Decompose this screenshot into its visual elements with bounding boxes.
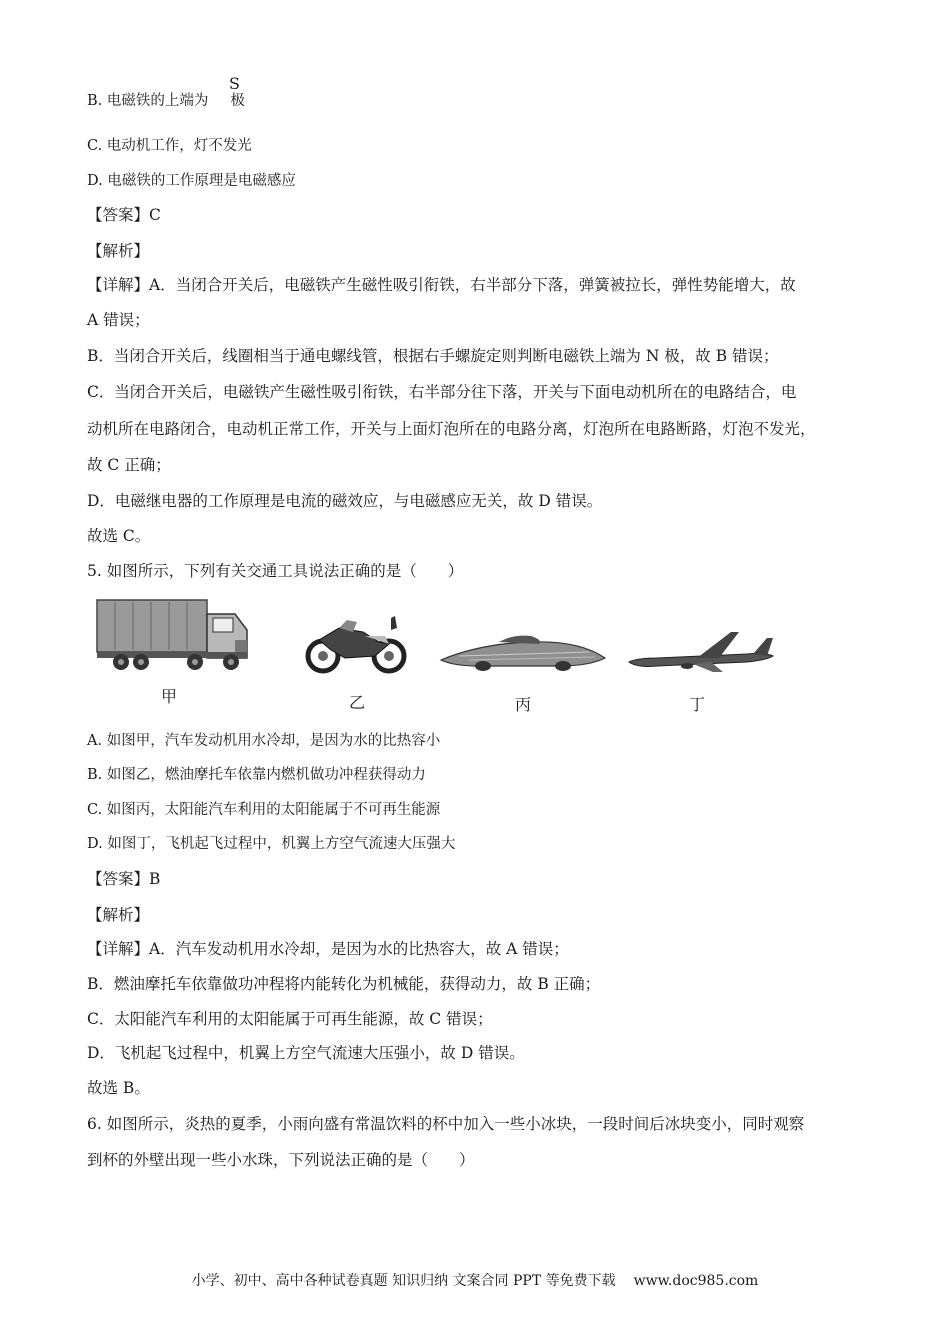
page-footer bbox=[0, 1270, 950, 1290]
q4-answer bbox=[87, 205, 161, 225]
q4-option-c: C. 电动机工作，灯不发光 bbox=[87, 138, 252, 154]
q5-option-a: A. 如图甲，汽车发动机用水冷却，是因为水的比热容小 bbox=[87, 733, 441, 749]
motorcycle-figure bbox=[305, 614, 409, 676]
footer-url[interactable]: www.doc985.com bbox=[633, 1273, 759, 1289]
q4-option-d: D. 电磁铁的工作原理是电磁感应 bbox=[87, 173, 296, 189]
q5-detail-line4: D．飞机起飞过程中，机翼上方空气流速大压强小，故 D 错误。 bbox=[87, 1044, 525, 1062]
q4-detail-line1: 【详解】A．当闭合开关后，电磁铁产生磁性吸引衔铁，右半部分下落，弹簧被拉长，弹性势能增大，故 bbox=[87, 276, 796, 294]
q4-detail-line3: B．当闭合开关后，线圈相当于通电螺线管，根据右手螺旋定则判断电磁铁上端为 N 极，故 B 错误； bbox=[87, 347, 779, 365]
q4-answer-value: C bbox=[149, 206, 161, 224]
truck-figure bbox=[95, 596, 253, 674]
caption-ding: 丁 bbox=[689, 695, 706, 714]
caption-jia: 甲 bbox=[161, 687, 178, 706]
q4-detail-line5: 动机所在电路闭合，电动机正常工作，开关与上面灯泡所在的电路分离，灯泡所在电路断路，灯泡不发光， bbox=[87, 420, 816, 438]
q4-option-b-prefix: B. 电磁铁的上端为 bbox=[87, 93, 209, 109]
q6-stem-line1: 6. 如图所示，炎热的夏季，小雨向盛有常温饮料的杯中加入一些小冰块，一段时间后冰块变小，同时观察 bbox=[87, 1115, 805, 1133]
q5-detail-line3: C．太阳能汽车利用的太阳能属于可再生能源，故 C 错误； bbox=[87, 1010, 493, 1028]
q4-option-b-suffix: 极 bbox=[230, 93, 245, 109]
q5-answer-value: B bbox=[149, 870, 161, 888]
q5-option-d: D. 如图丁，飞机起飞过程中，机翼上方空气流速大压强大 bbox=[87, 836, 456, 852]
footer-text: 小学、初中、高中各种试卷真题 知识归纳 文案合同 PPT 等免费下载 bbox=[191, 1273, 616, 1289]
q5-option-c: C. 如图丙，太阳能汽车利用的太阳能属于不可再生能源 bbox=[87, 802, 441, 818]
q5-stem: 5. 如图所示，下列有关交通工具说法正确的是（ ） bbox=[87, 562, 464, 580]
q4-detail-line6: 故 C 正确； bbox=[87, 456, 171, 474]
q4-option-b bbox=[87, 91, 245, 111]
q5-option-b: B. 如图乙，燃油摩托车依靠内燃机做功冲程获得动力 bbox=[87, 767, 426, 783]
caption-bing: 丙 bbox=[515, 695, 532, 714]
q4-detail-line7: D．电磁继电器的工作原理是电流的磁效应，与电磁感应无关，故 D 错误。 bbox=[87, 492, 603, 510]
q4-detail-line2: A 错误； bbox=[87, 311, 150, 329]
solar-car-figure bbox=[439, 632, 607, 674]
q4-option-b-super: S bbox=[229, 74, 240, 93]
q5-conclusion: 故选 B。 bbox=[87, 1079, 150, 1097]
q5-answer bbox=[87, 869, 160, 889]
q4-answer-label: 【答案】 bbox=[87, 206, 150, 224]
q5-detail-line1: 【详解】A．汽车发动机用水冷却，是因为水的比热容大，故 A 错误； bbox=[87, 940, 569, 958]
q4-analysis-label: 【解析】 bbox=[87, 242, 150, 260]
q5-figures bbox=[95, 596, 775, 720]
q4-detail-line4: C．当闭合开关后，电磁铁产生磁性吸引衔铁，右半部分往下落，开关与下面电动机所在的电路结合，电 bbox=[87, 383, 797, 401]
q5-analysis-label: 【解析】 bbox=[87, 906, 150, 924]
caption-yi: 乙 bbox=[349, 693, 366, 712]
q5-answer-label: 【答案】 bbox=[87, 870, 150, 888]
airplane-figure bbox=[627, 628, 775, 674]
q6-stem-line2: 到杯的外壁出现一些小水珠，下列说法正确的是（ ） bbox=[87, 1151, 475, 1169]
q4-conclusion: 故选 C。 bbox=[87, 527, 151, 545]
q5-detail-line2: B．燃油摩托车依靠做功冲程将内能转化为机械能，获得动力，故 B 正确； bbox=[87, 975, 601, 993]
